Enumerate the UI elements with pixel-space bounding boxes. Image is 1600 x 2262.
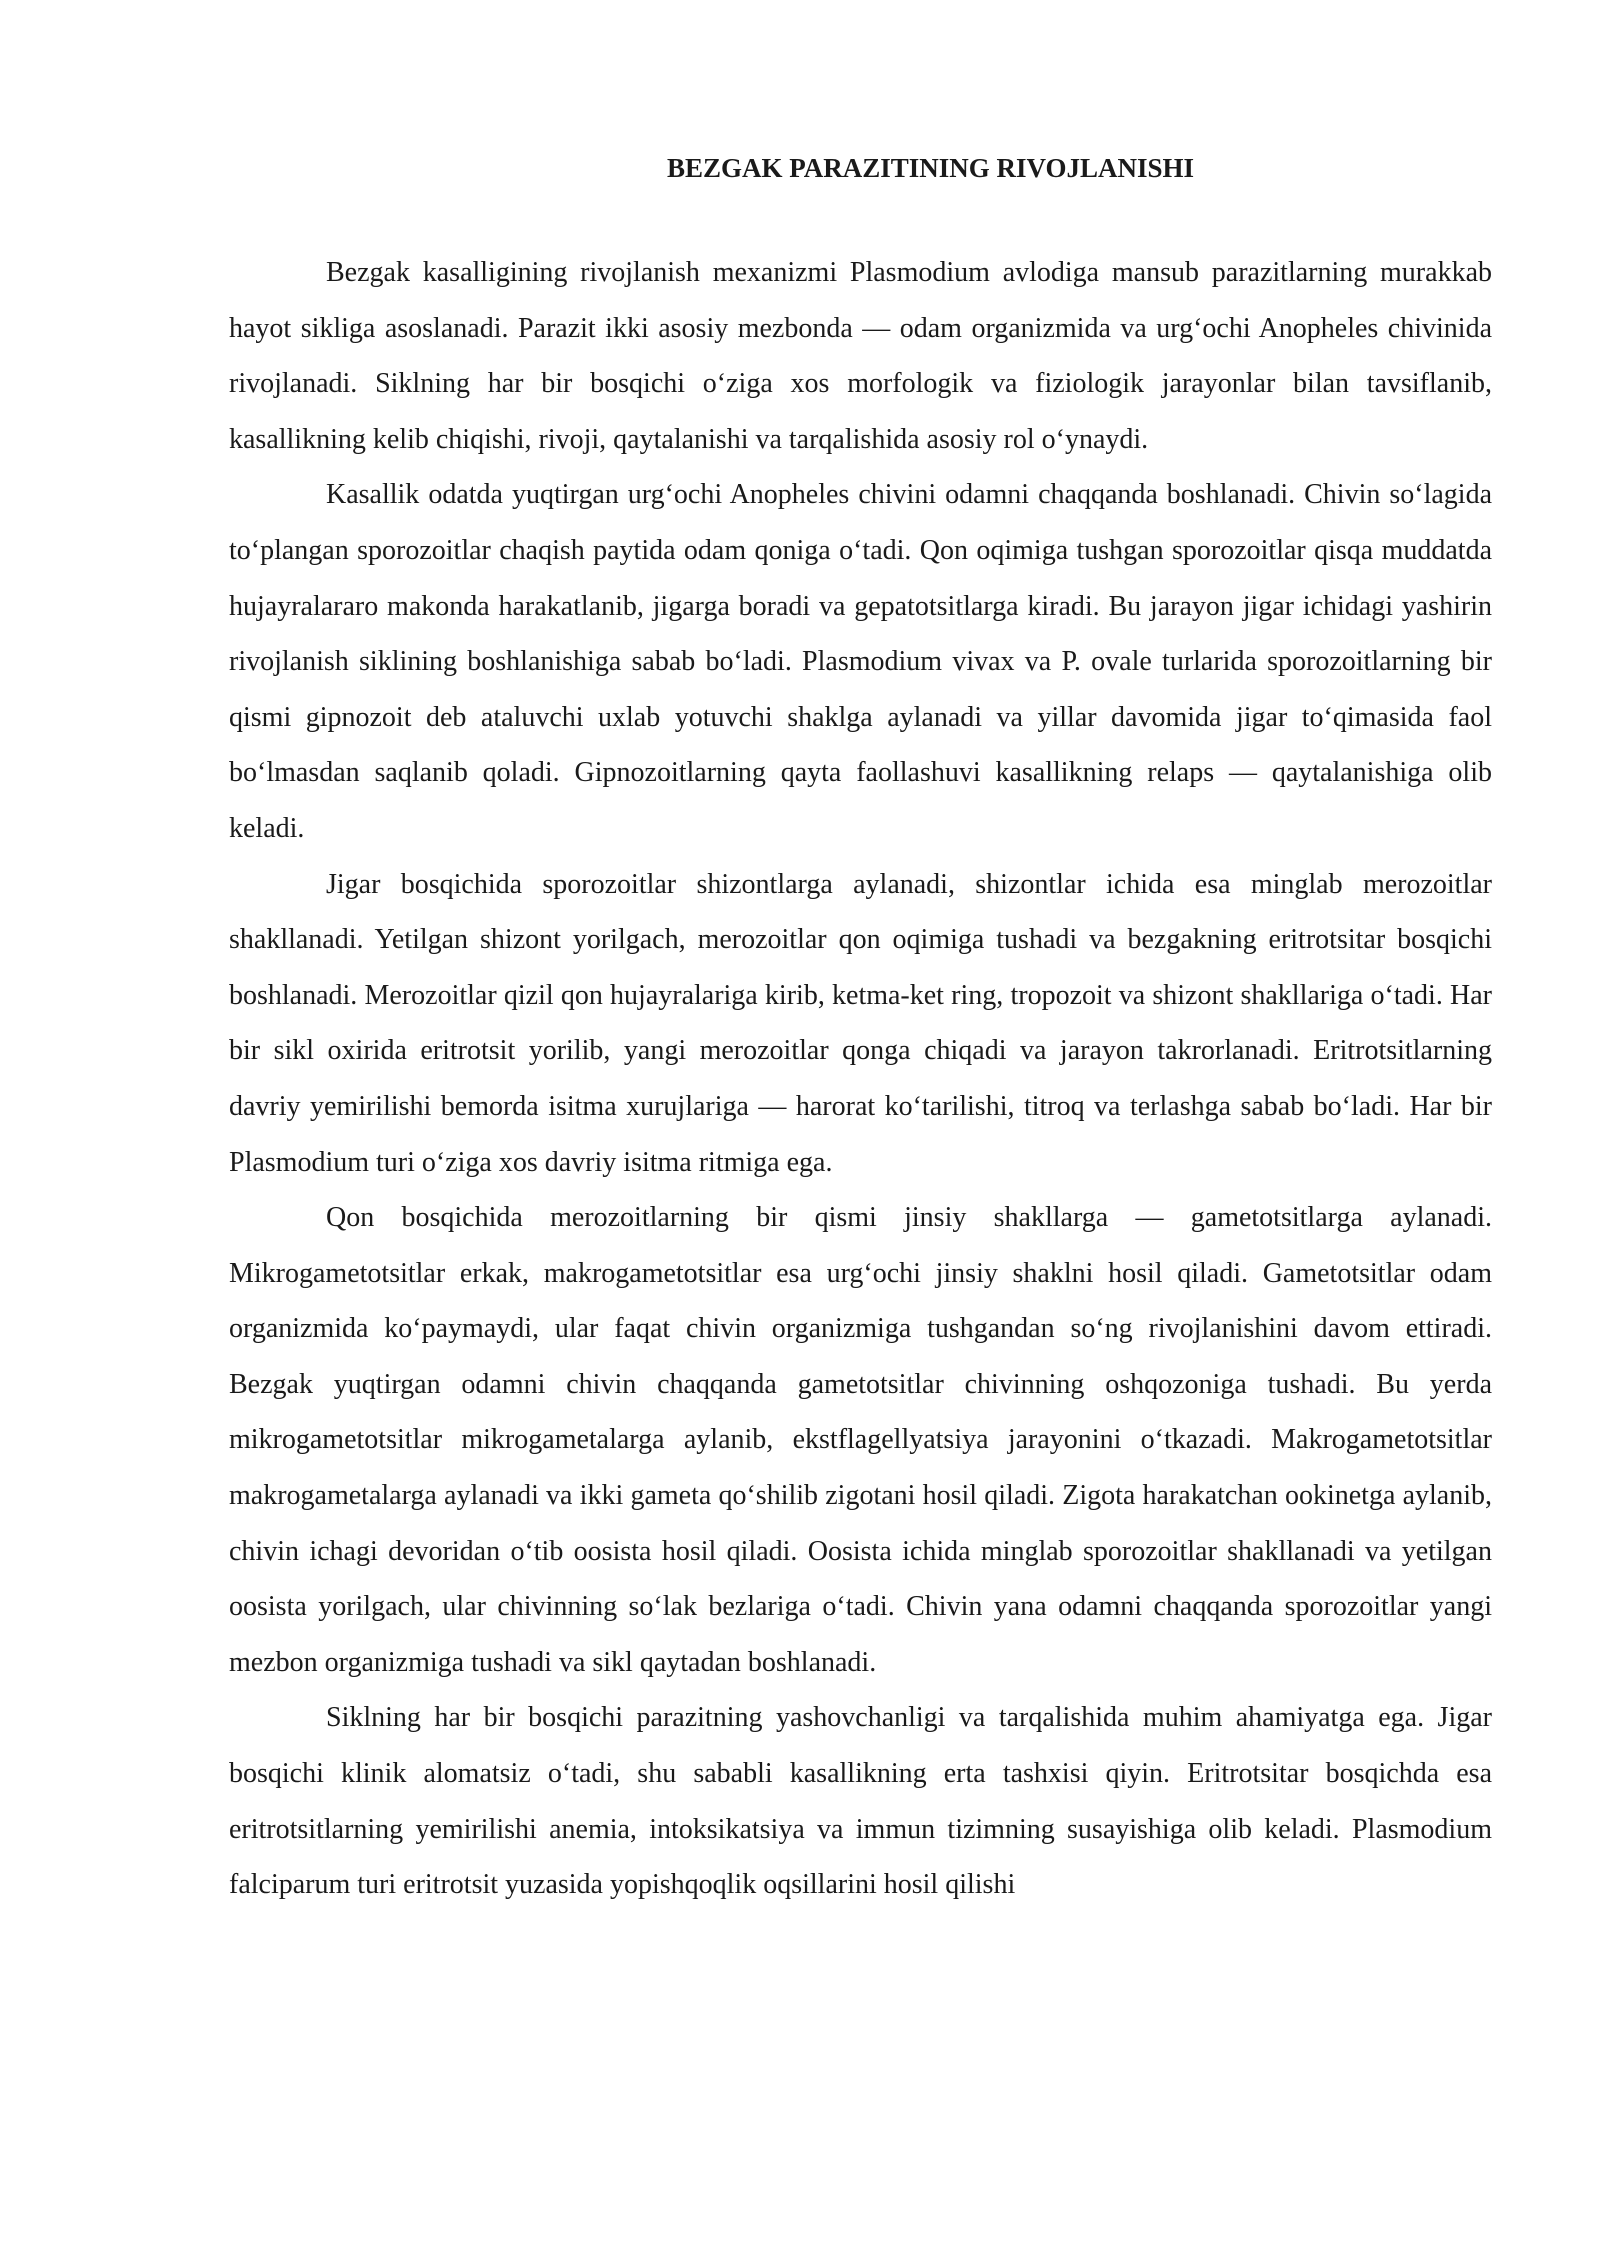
paragraph-significance: Siklning har bir bosqichi parazitning yashovchanligi va tarqalishida muhim ahamiyatga ega. Jigar bosqichi klinik alomatsiz o‘tadi, shu sababli kasallikning erta tashxisi qiyin. Eritrotsitar bosqichda esa eritrotsitlarning yemirilishi anemia, intoksikatsiya va immun tizimning susayishiga olib keladi. Plasmodium falciparum turi eritrotsit yuzasida yopishqoqlik oqsillarini hosil qilishi: [229, 1702, 1492, 1901]
paragraph-sexual-stage: Qon bosqichida merozoitlarning bir qismi jinsiy shakllarga — gametotsitlarga aylanadi. Mikrogametotsitlar erkak, makrogametotsitlar esa urg‘ochi jinsiy shaklni hosil qiladi. Gametotsitlar odam organizmida ko‘paymaydi, ular faqat chivin organizmiga tushgandan so‘ng rivojlanishini davom ettiradi. Bezgak yuqtirgan odamni chivin chaqqanda gametotsitlar chivinning oshqozoniga tushadi. Bu yerda mikrogametotsitlar mikrogametalarga aylanib, ekstflagellyatsiya jarayonini o‘tkazadi. Makrogametotsitlar makrogametalarga aylanadi va ikki gameta qo‘shilib zigotani hosil qiladi. Zigota harakatchan ookinetga aylanib, chivin ichagi devoridan o‘tib oosista hosil qiladi. Oosista ichida minglab sporozoitlar shakllanadi va yetilgan oosista yorilgach, ular chivinning so‘lak bezlariga o‘tadi. Chivin yana odamni chaqqanda sporozoitlar yangi mezbon organizmiga tushadi va sikl qaytadan boshlanadi.: [229, 1202, 1492, 1678]
paragraph-liver-stage: Jigar bosqichida sporozoitlar shizontlarga aylanadi, shizontlar ichida esa minglab merozoitlar shakllanadi. Yetilgan shizont yorilgach, merozoitlar qon oqimiga tushadi va bezgakning eritrotsitar bosqichi boshlanadi. Merozoitlar qizil qon hujayralariga kirib, ketma-ket ring, tropozoit va shizont shakllariga o‘tadi. Har bir sikl oxirida eritrotsit yorilib, yangi merozoitlar qonga chiqadi va jarayon takrorlanadi. Eritrotsitlarning davriy yemirilishi bemorda isitma xurujlariga — harorat ko‘tarilishi, titroq va terlashga sabab bo‘ladi. Har bir Plasmodium turi o‘ziga xos davriy isitma ritmiga ega.: [229, 868, 1492, 1178]
paragraph-infection: Kasallik odatda yuqtirgan urg‘ochi Anopheles chivini odamni chaqqanda boshlanadi. Chivin so‘lagida to‘plangan sporozoitlar chaqish paytida odam qoniga o‘tadi. Qon oqimiga tushgan sporozoitlar qisqa muddatda hujayralararo makonda harakatlanib, jigarga boradi va gepatotsitlarga kiradi. Bu jarayon jigar ichidagi yashirin rivojlanish siklining boshlanishiga sabab bo‘ladi. Plasmodium vivax va P. ovale turlarida sporozoitlarning bir qismi gipnozoit deb ataluvchi uxlab yotuvchi shaklga aylanadi va yillar davomida jigar to‘qimasida faol bo‘lmasdan saqlanib qoladi. Gipnozoitlarning qayta faollashuvi kasallikning relaps — qaytalanishiga olib keladi.: [229, 479, 1492, 844]
document-title: BEZGAK PARAZITINING RIVOJLANISHI: [666, 153, 1195, 183]
paragraph-intro: Bezgak kasalligining rivojlanish mexanizmi Plasmodium avlodiga mansub parazitlarning murakkab hayot sikliga asoslanadi. Parazit ikki asosiy mezbonda — odam organizmida va urg‘ochi Anopheles chivinida rivojlanadi. Siklning har bir bosqichi o‘ziga xos morfologik va fiziologik jarayonlar bilan tavsiflanib, kasallikning kelib chiqishi, rivoji, qaytalanishi va tarqalishida asosiy rol o‘ynaydi.: [229, 257, 1492, 455]
document-body: [229, 148, 1492, 1913]
